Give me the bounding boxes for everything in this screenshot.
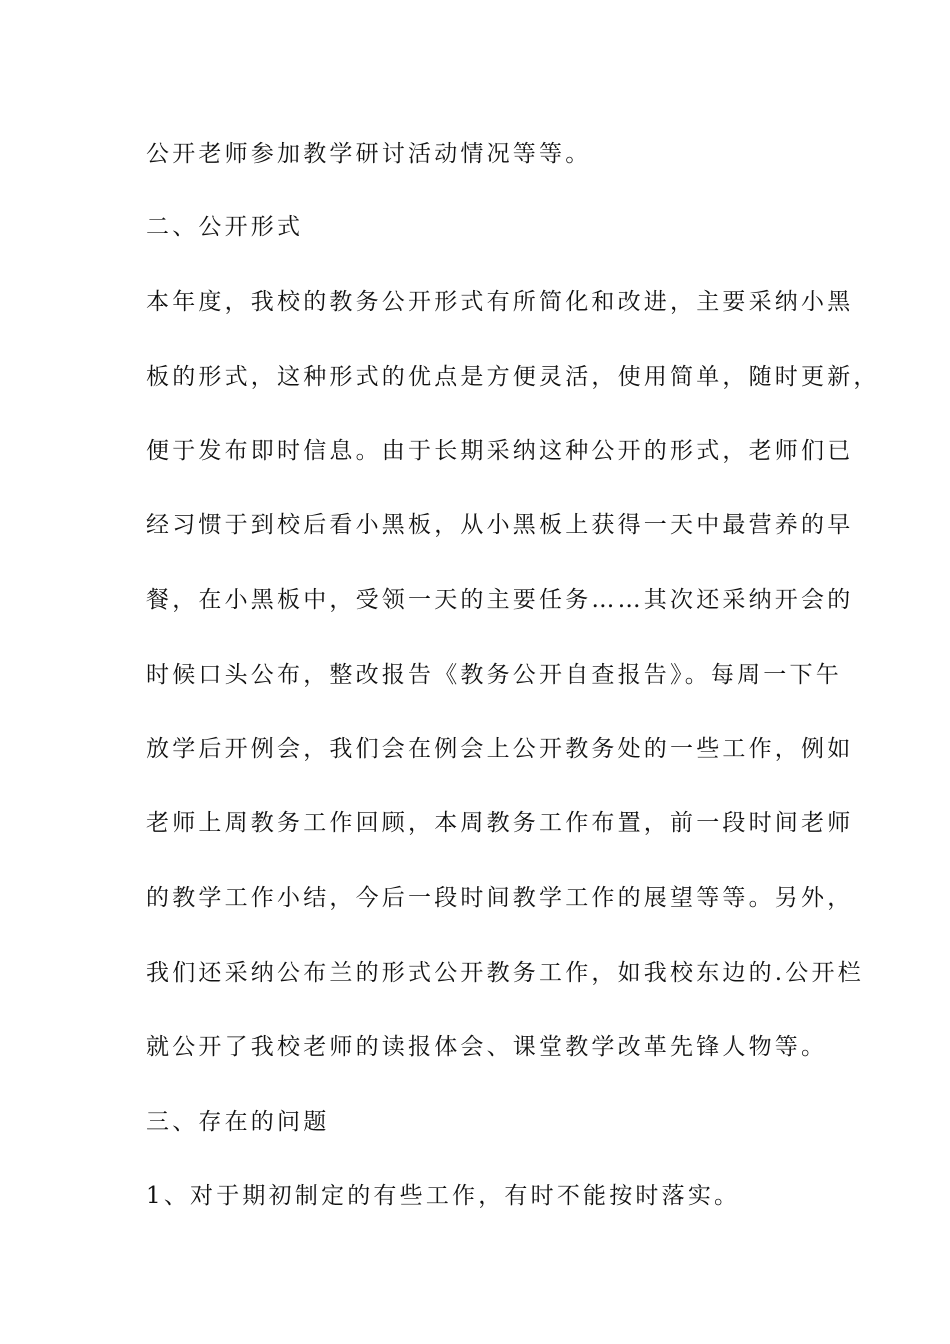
paragraph-line: 就公开了我校老师的读报体会、课堂教学改革先锋人物等。 — [146, 1034, 828, 1060]
paragraph-line: 经习惯于到校后看小黑板，从小黑板上获得一天中最营养的早 — [146, 512, 854, 538]
list-item: 1、对于期初制定的有些工作，有时不能按时落实。 — [146, 1183, 741, 1209]
paragraph-line: 餐，在小黑板中，受领一天的主要任务……其次还采纳开会的 — [146, 587, 854, 613]
section-heading: 三、存在的问题 — [146, 1109, 330, 1135]
paragraph-line: 老师上周教务工作回顾，本周教务工作布置，前一段时间老师 — [146, 810, 854, 836]
paragraph-line: 公开老师参加教学研讨活动情况等等。 — [146, 141, 592, 167]
paragraph-line: 我们还采纳公布兰的形式公开教务工作，如我校东边的.公开栏 — [146, 960, 864, 986]
paragraph-line: 板的形式，这种形式的优点是方便灵活，使用简单，随时更新， — [146, 364, 880, 390]
paragraph-line: 便于发布即时信息。由于长期采纳这种公开的形式，老师们已 — [146, 438, 854, 464]
section-heading: 二、公开形式 — [146, 214, 304, 240]
paragraph-line: 的教学工作小结，今后一段时间教学工作的展望等等。另外， — [146, 885, 854, 911]
paragraph-line: 放学后开例会，我们会在例会上公开教务处的一些工作，例如 — [146, 736, 854, 762]
paragraph-line: 本年度，我校的教务公开形式有所简化和改进，主要采纳小黑 — [146, 289, 854, 315]
paragraph-line: 时候口头公布，整改报告《教务公开自查报告》。每周一下午 — [146, 662, 842, 688]
